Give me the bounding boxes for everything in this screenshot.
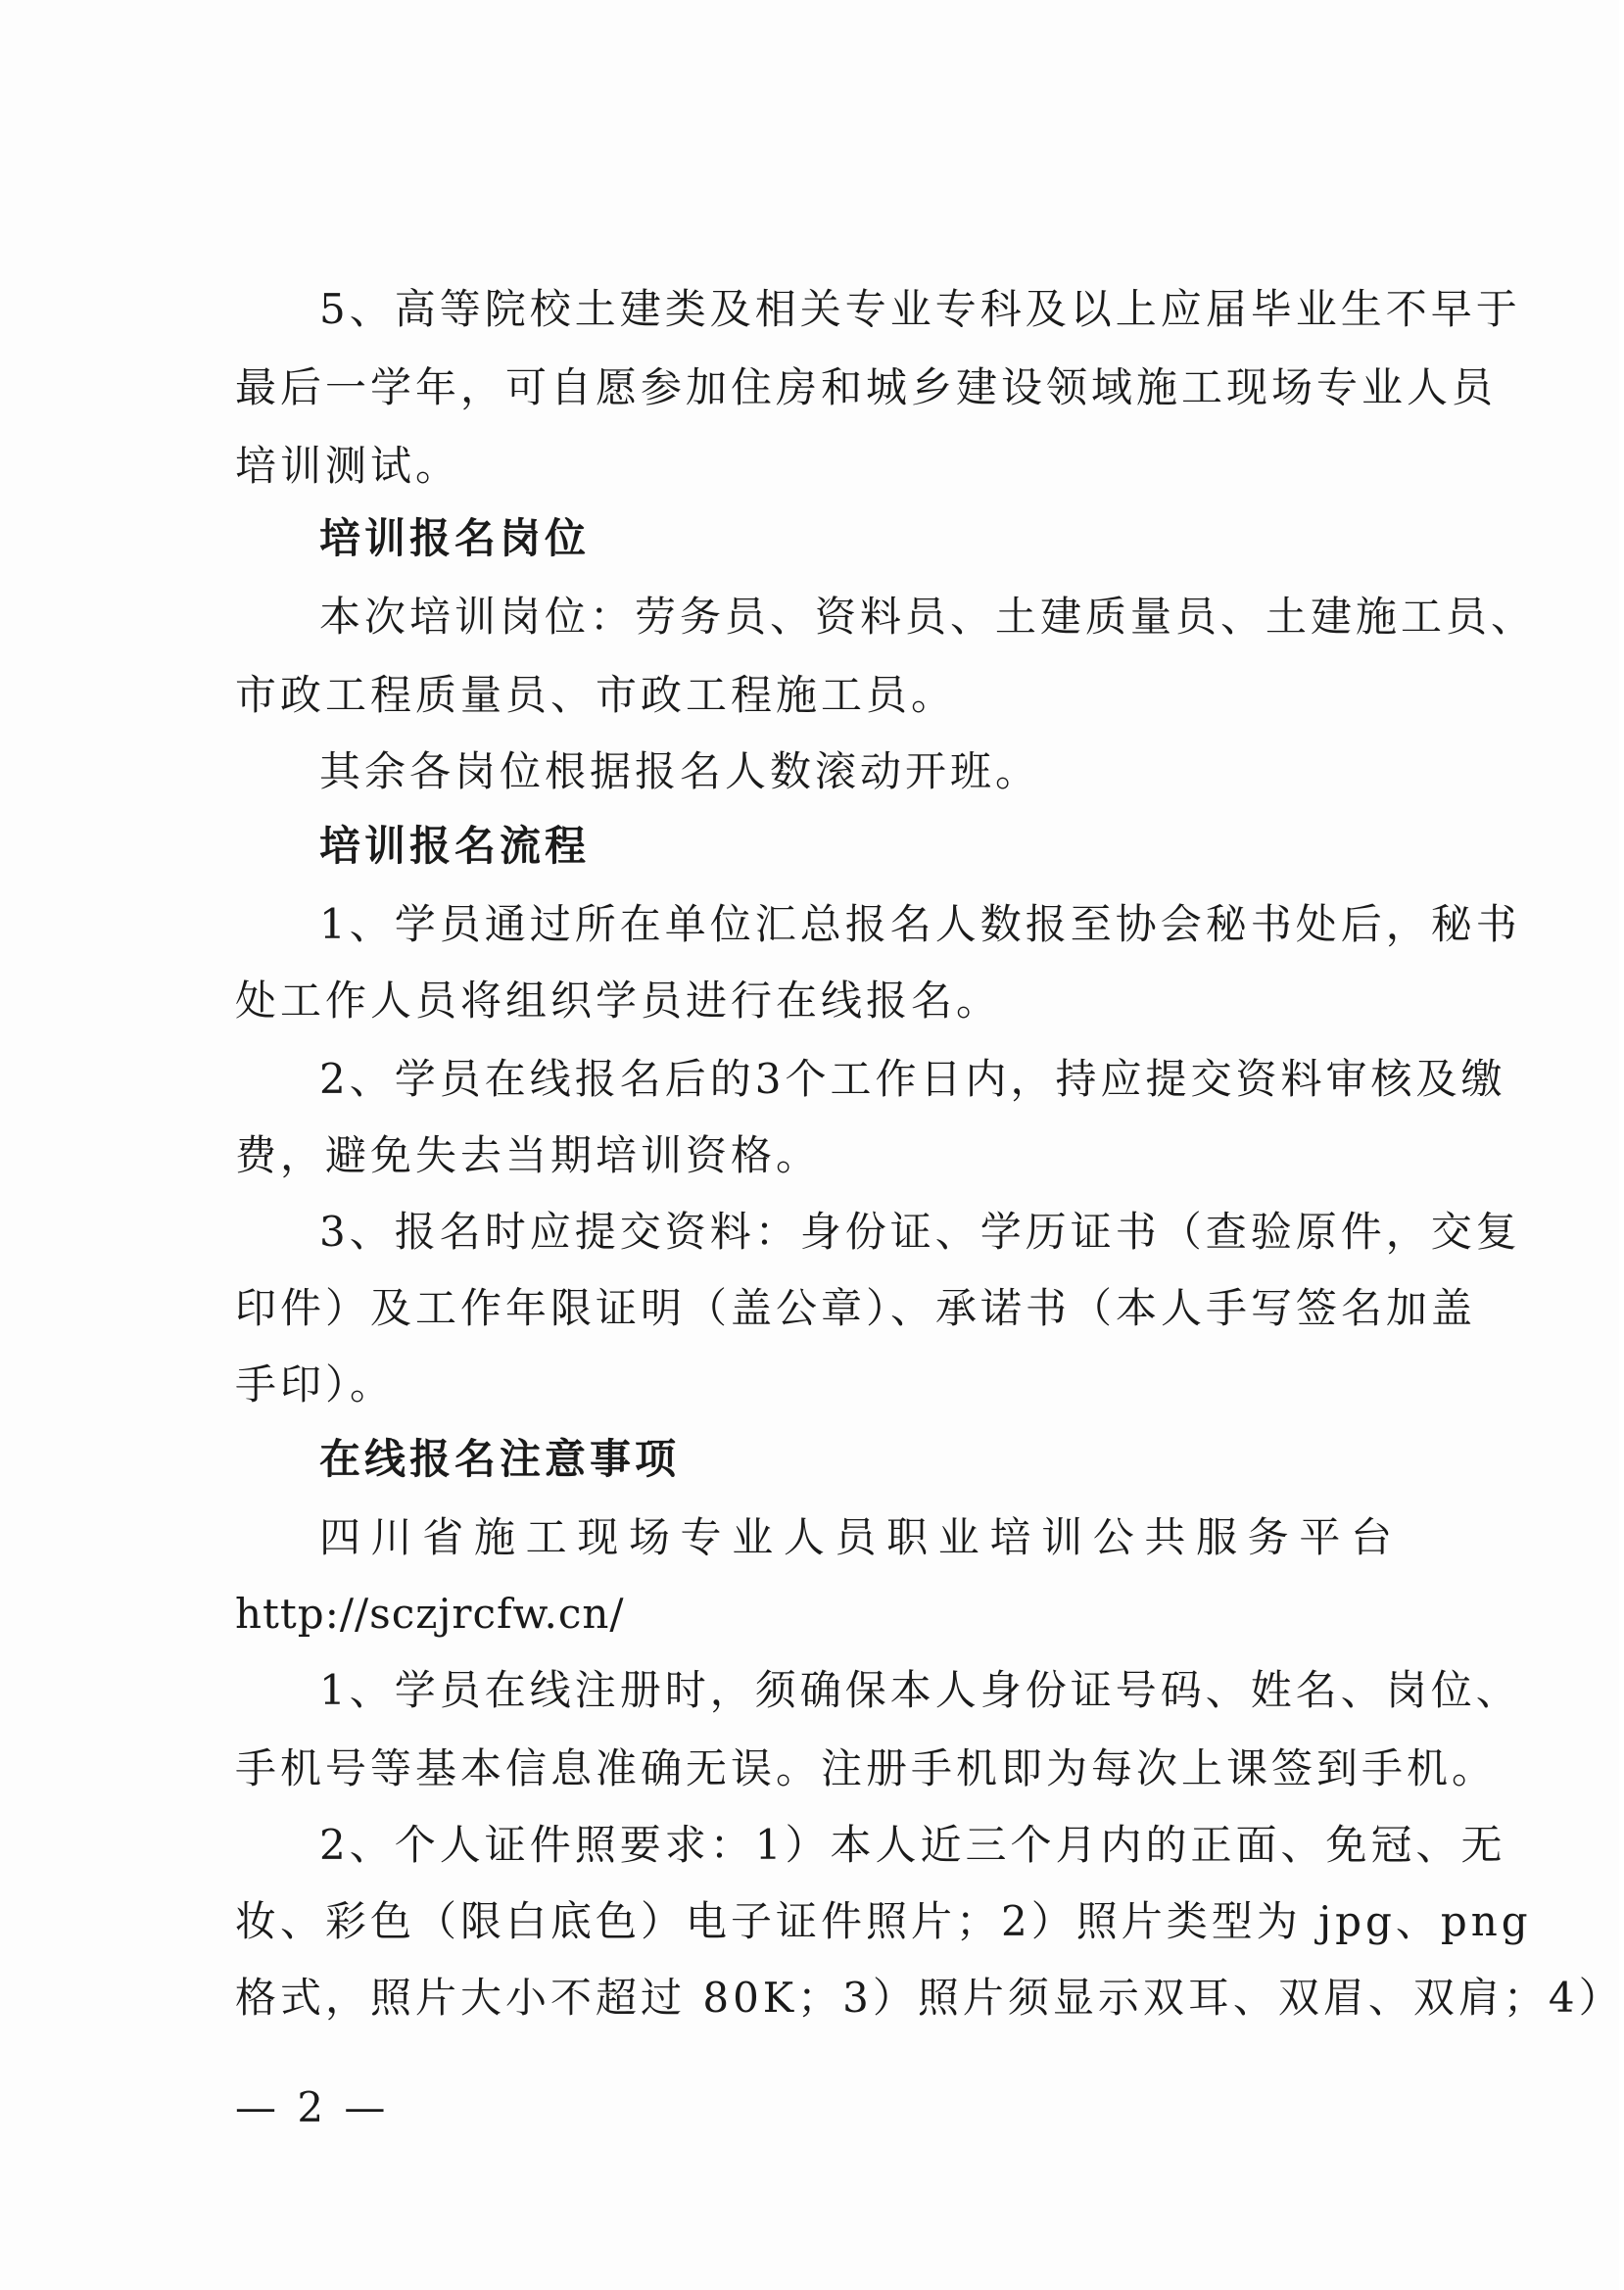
paragraph-line: 1、学员通过所在单位汇总报名人数报至协会秘书处后，秘书 [319,900,1521,948]
paragraph-line: 培训测试。 [235,442,461,490]
paragraph-line: 2、个人证件照要求：1）本人近三个月内的正面、免冠、无 [319,1821,1506,1869]
paragraph-line: 1、学员在线注册时，须确保本人身份证号码、姓名、岗位、 [319,1666,1521,1714]
paragraph-line: 格式，照片大小不超过 80K；3）照片须显示双耳、双眉、双肩；4） [235,1974,1624,2022]
paragraph-line: 处工作人员将组织学员进行在线报名。 [235,977,1002,1025]
paragraph-line: 最后一学年，可自愿参加住房和城乡建设领域施工现场专业人员 [235,363,1498,411]
paragraph-line: 其余各岗位根据报名人数滚动开班。 [319,747,1041,795]
paragraph-line: 市政工程质量员、市政工程施工员。 [235,671,957,719]
paragraph-line: 妆、彩色（限白底色）电子证件照片；2）照片类型为 jpg、png [235,1897,1532,1945]
paragraph-line: 手印）。 [235,1360,396,1408]
paragraph-line: 手机号等基本信息准确无误。注册手机即为每次上课签到手机。 [235,1744,1498,1792]
paragraph-line: 3、报名时应提交资料：身份证、学历证书（查验原件，交复 [319,1208,1521,1256]
section-heading: 在线报名注意事项 [319,1435,681,1483]
paragraph-line: 5、高等院校土建类及相关专业专科及以上应届毕业生不早于 [319,285,1521,333]
platform-url: http://sczjrcfw.cn/ [235,1590,625,1638]
section-heading: 培训报名岗位 [319,514,591,562]
paragraph-line: 费，避免失去当期培训资格。 [235,1131,822,1179]
page-number: — 2 — [235,2083,390,2131]
paragraph-line: 2、学员在线报名后的3个工作日内，持应提交资料审核及缴 [319,1055,1506,1103]
paragraph-line: 四川省施工现场专业人员职业培训公共服务平台 [319,1513,1396,1561]
section-heading: 培训报名流程 [319,822,591,870]
paragraph-line: 印件）及工作年限证明（盖公章）、承诺书（本人手写签名加盖 [235,1284,1477,1332]
paragraph-line: 本次培训岗位：劳务员、资料员、土建质量员、土建施工员、 [319,593,1537,641]
